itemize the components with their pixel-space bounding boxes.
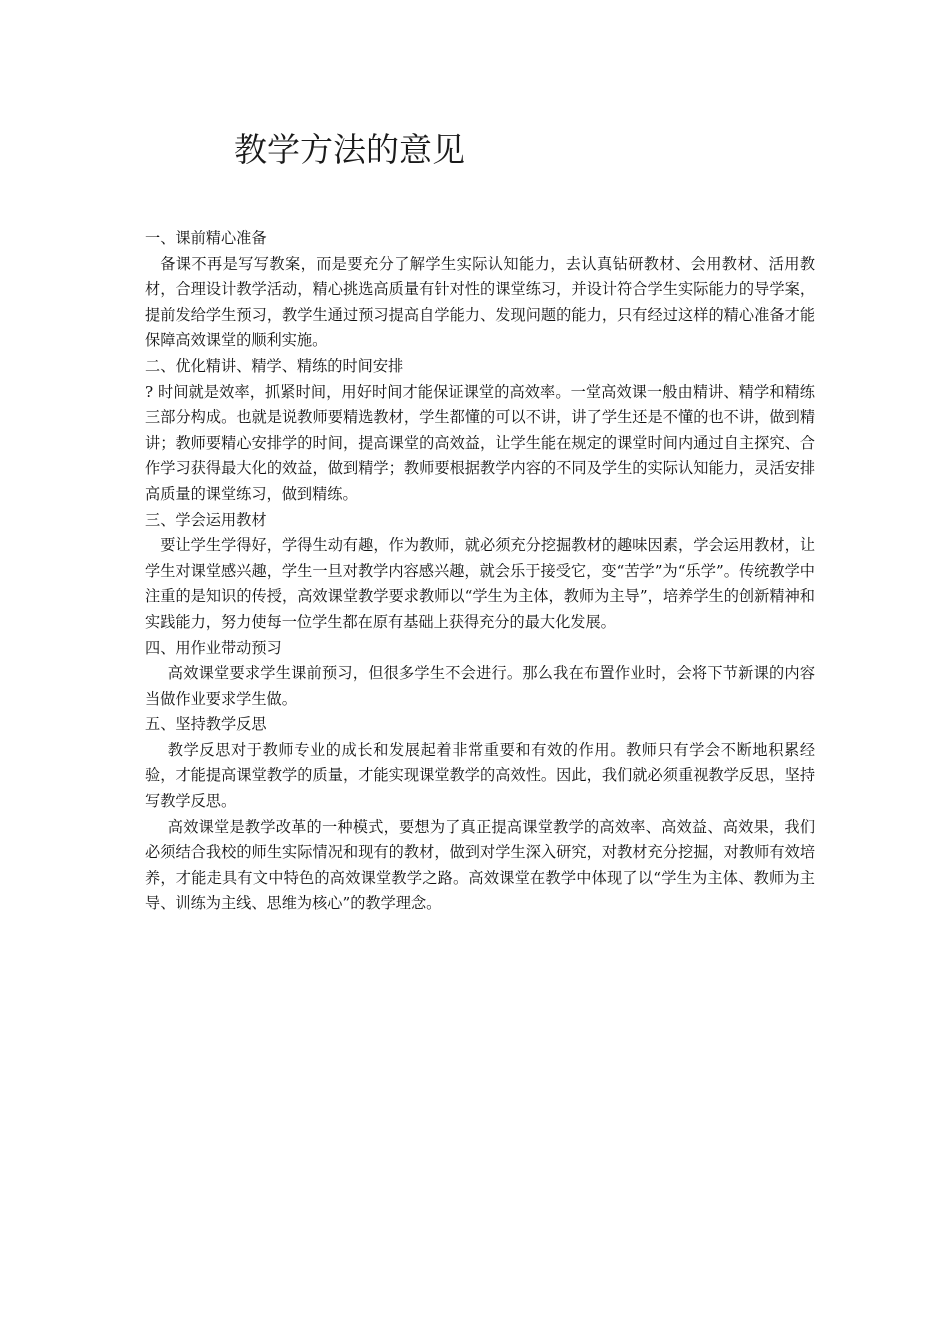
section-paragraph: 教学反思对于教师专业的成长和发展起着非常重要和有效的作用。教师只有学会不断地积累经验，才能提高课堂教学的质量，才能实现课堂教学的高效性。因此，我们就必须重视教学反思，坚持写教学反思。: [145, 740, 815, 811]
document-title: 教学方法的意见: [234, 130, 465, 169]
closing-paragraph: 高效课堂是教学改革的一种模式，要想为了真正提高课堂教学的高效率、高效益、高效果，我们必须结合我校的师生实际情况和现有的教材，做到对学生深入研究，对教材充分挖掘，对教师有效培养，才能走具有文中特色的高效课堂教学之路。高效课堂在教学中体现了以“学生为主体、教师为主导、训练为主线、思维为核心”的教学理念。: [145, 817, 815, 913]
section-paragraph: 高效课堂要求学生课前预习，但很多学生不会进行。那么我在布置作业时，会将下节新课的内容当做作业要求学生做。: [145, 664, 815, 708]
section-heading: 五、坚持教学反思: [145, 715, 267, 734]
section-heading: 一、课前精心准备: [145, 229, 267, 247]
section-paragraph: 要让学生学得好，学得生动有趣，作为教师，就必须充分挖掘教材的趣味因素，学会运用教材，让学生对课堂感兴趣，学生一旦对教学内容感兴趣，就会乐于接受它，变“苦学”为“乐学”。传统教学中注重的是知识的传授，高效课堂教学要求教师以“学生为主体，教师为主导”，培养学生的创新精神和实践能力，努力使每一位学生都在原有基础上获得充分的最大化发展。: [145, 536, 815, 631]
section-heading: 四、用作业带动预习: [145, 638, 282, 657]
section-heading: 二、优化精讲、精学、精练的时间安排: [145, 356, 404, 375]
section-paragraph: ? 时间就是效率，抓紧时间，用好时间才能保证课堂的高效率。一堂高效课一般由精讲、精学和精练三部分构成。也就是说教师要精选教材，学生都懂的可以不讲，讲了学生还是不懂的也不讲，做到精讲；教师要精心安排学的时间，提高课堂的高效益，让学生能在规定的课堂时间内通过自主探究、合作学习获得最大化的效益，做到精学；教师要根据教学内容的不同及学生的实际认知能力，灵活安排高质量的课堂练习，做到精练。: [145, 382, 815, 503]
document-body: [145, 226, 815, 917]
section-heading: 三、学会运用教材: [145, 510, 267, 529]
section-paragraph: 备课不再是写写教案，而是要充分了解学生实际认知能力，去认真钻研教材、会用教材、活用教材，合理设计教学活动，精心挑选高质量有针对性的课堂练习，并设计符合学生实际能力的导学案，提前发给学生预习，教学生通过预习提高自学能力、发现问题的能力，只有经过这样的精心准备才能保障高效课堂的顺利实施。: [145, 254, 815, 350]
